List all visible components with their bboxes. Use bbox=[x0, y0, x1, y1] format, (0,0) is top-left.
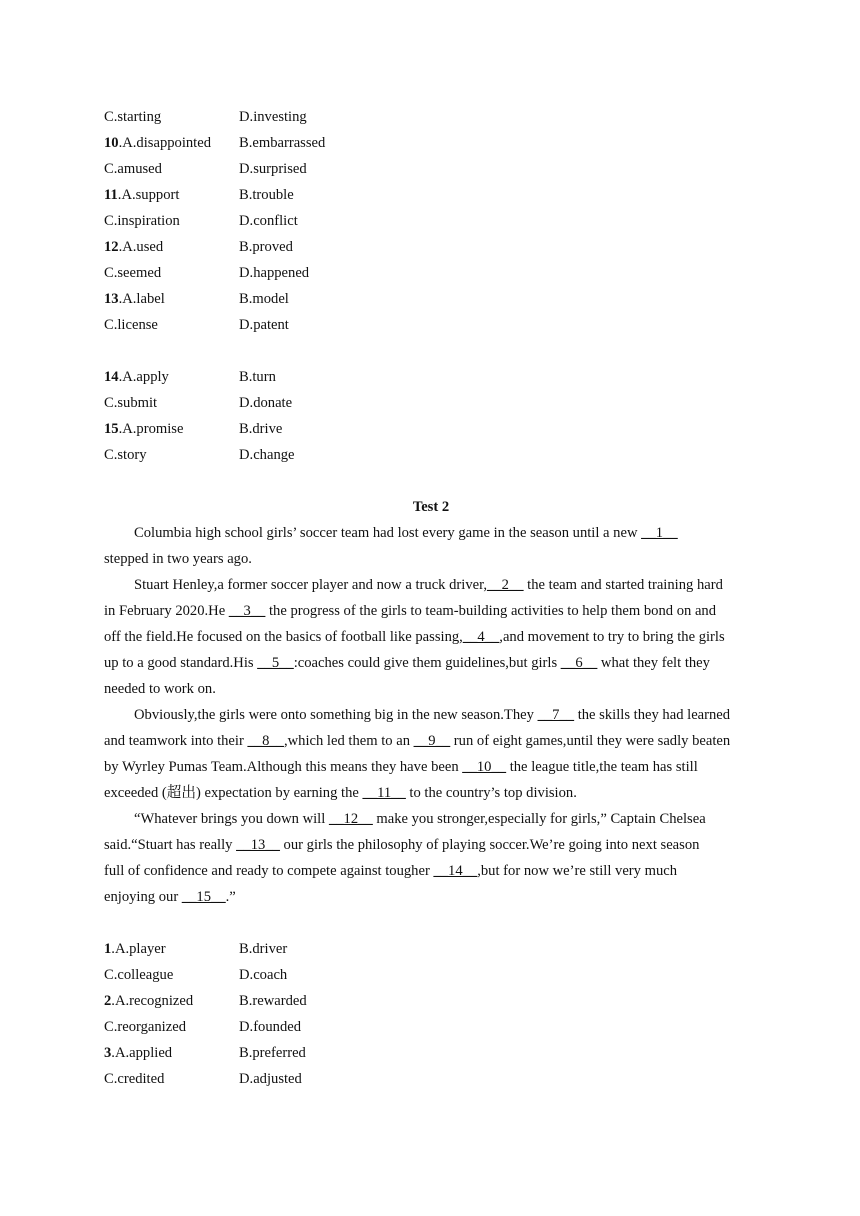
question-number: 1 bbox=[104, 941, 112, 957]
option-row bbox=[104, 1066, 758, 1092]
option-bd: B.preferred bbox=[239, 1045, 306, 1061]
option-row bbox=[104, 416, 758, 442]
option-ac bbox=[104, 390, 239, 416]
option-bd: D.investing bbox=[239, 109, 307, 125]
question-number: 2 bbox=[104, 993, 112, 1009]
option-text: .A.promise bbox=[118, 421, 184, 437]
question-number: 14 bbox=[104, 369, 119, 385]
option-row bbox=[104, 156, 758, 182]
option-text: C.license bbox=[104, 317, 158, 333]
option-text: C.reorganized bbox=[104, 1019, 186, 1035]
passage-text: the team and started training hard in February 2020.He bbox=[104, 577, 723, 619]
options-group-bottom bbox=[104, 936, 758, 1092]
spacer bbox=[104, 910, 758, 936]
option-bd: D.patent bbox=[239, 317, 289, 333]
option-text: C.seemed bbox=[104, 265, 162, 281]
option-row bbox=[104, 1014, 758, 1040]
passage-text: the league title,the team has still exceeded (超出) expectation by earning the bbox=[104, 759, 698, 801]
option-ac bbox=[104, 234, 239, 260]
answer-blank: __12__ bbox=[328, 811, 373, 827]
question-number: 11 bbox=[104, 187, 118, 203]
option-text: C.story bbox=[104, 447, 147, 463]
option-ac bbox=[104, 1066, 239, 1092]
option-row bbox=[104, 390, 758, 416]
option-ac bbox=[104, 1040, 239, 1066]
passage-text: to the country’s top division. bbox=[405, 785, 577, 801]
option-bd: B.model bbox=[239, 291, 289, 307]
options-group-middle bbox=[104, 364, 758, 468]
spacer bbox=[104, 338, 758, 364]
passage bbox=[104, 520, 758, 910]
option-text: C.inspiration bbox=[104, 213, 180, 229]
question-number: 12 bbox=[104, 239, 119, 255]
option-row bbox=[104, 312, 758, 338]
option-ac bbox=[104, 182, 239, 208]
option-bd: B.turn bbox=[239, 369, 276, 385]
option-row bbox=[104, 442, 758, 468]
option-row bbox=[104, 364, 758, 390]
option-row bbox=[104, 988, 758, 1014]
option-row bbox=[104, 208, 758, 234]
option-ac bbox=[104, 364, 239, 390]
option-ac bbox=[104, 260, 239, 286]
passage-paragraph-1 bbox=[104, 520, 758, 572]
option-text: .A.used bbox=[118, 239, 164, 255]
passage-text: make you stronger,especially for girls,” Captain Chelsea said.“Stuart has really bbox=[104, 811, 706, 853]
option-row bbox=[104, 962, 758, 988]
option-text: .A.support bbox=[117, 187, 180, 203]
option-bd: B.trouble bbox=[239, 187, 294, 203]
option-ac bbox=[104, 1014, 239, 1040]
answer-blank: __2__ bbox=[487, 577, 524, 593]
option-row bbox=[104, 182, 758, 208]
option-bd: D.donate bbox=[239, 395, 293, 411]
question-number: 10 bbox=[104, 135, 119, 151]
question-number: 15 bbox=[104, 421, 119, 437]
option-ac bbox=[104, 104, 239, 130]
passage-text: Stuart Henley,a former soccer player and now a truck driver, bbox=[134, 577, 488, 593]
option-bd: D.adjusted bbox=[239, 1071, 302, 1087]
answer-blank: __7__ bbox=[537, 707, 575, 723]
option-ac bbox=[104, 962, 239, 988]
option-ac bbox=[104, 442, 239, 468]
answer-blank: __3__ bbox=[228, 603, 266, 619]
option-text: .A.recognized bbox=[111, 993, 194, 1009]
passage-paragraph-3 bbox=[104, 702, 758, 806]
passage-text: what they felt they needed to work on. bbox=[104, 655, 710, 697]
option-ac bbox=[104, 416, 239, 442]
answer-blank: __15__ bbox=[181, 889, 226, 905]
option-text: C.amused bbox=[104, 161, 162, 177]
answer-blank: __14__ bbox=[433, 863, 478, 879]
option-row bbox=[104, 104, 758, 130]
option-bd: B.proved bbox=[239, 239, 293, 255]
answer-blank: __8__ bbox=[247, 733, 284, 749]
option-text: C.colleague bbox=[104, 967, 174, 983]
option-bd: B.rewarded bbox=[239, 993, 307, 1009]
answer-blank: __11__ bbox=[362, 785, 406, 801]
answer-blank: __13__ bbox=[236, 837, 280, 853]
option-text: .A.label bbox=[118, 291, 165, 307]
answer-blank: __5__ bbox=[257, 655, 294, 671]
option-row bbox=[104, 1040, 758, 1066]
passage-text: Obviously,the girls were onto something big in the new season.They bbox=[134, 707, 538, 723]
option-bd: D.coach bbox=[239, 967, 288, 983]
option-text: C.starting bbox=[104, 109, 162, 125]
passage-text: :coaches could give them guidelines,but girls bbox=[293, 655, 561, 671]
option-bd: D.happened bbox=[239, 265, 310, 281]
option-row bbox=[104, 936, 758, 962]
passage-text: “Whatever brings you down will bbox=[134, 811, 329, 827]
answer-blank: __10__ bbox=[462, 759, 507, 775]
option-text: C.credited bbox=[104, 1071, 165, 1087]
option-bd: B.embarrassed bbox=[239, 135, 326, 151]
passage-text: ,which led them to an bbox=[283, 733, 414, 749]
option-bd: D.conflict bbox=[239, 213, 298, 229]
passage-text: Columbia high school girls’ soccer team had lost every game in the season until a new bbox=[134, 525, 642, 541]
test-title: Test 2 bbox=[412, 499, 450, 515]
option-bd: D.change bbox=[239, 447, 295, 463]
answer-blank: __6__ bbox=[560, 655, 598, 671]
option-row bbox=[104, 286, 758, 312]
option-text: .A.player bbox=[111, 941, 166, 957]
document-page bbox=[104, 104, 758, 1092]
answer-blank: __1__ bbox=[641, 525, 678, 541]
option-row bbox=[104, 234, 758, 260]
passage-paragraph-4 bbox=[104, 806, 758, 910]
option-text: .A.disappointed bbox=[118, 135, 212, 151]
option-bd: B.drive bbox=[239, 421, 283, 437]
option-bd: D.surprised bbox=[239, 161, 307, 177]
passage-text: the skills they had learned and teamwork into their bbox=[104, 707, 731, 749]
passage-text: the progress of the girls to team-building activities to help them bond on and off the field.He focused on the basics of football like passing, bbox=[104, 603, 717, 645]
option-ac bbox=[104, 286, 239, 312]
option-text: .A.apply bbox=[118, 369, 169, 385]
answer-blank: __4__ bbox=[462, 629, 500, 645]
passage-text: our girls the philosophy of playing soccer.We’re going into next season full of confidence and ready to compete against tougher bbox=[104, 837, 700, 879]
spacer bbox=[104, 468, 758, 494]
option-text: .A.applied bbox=[111, 1045, 173, 1061]
answer-blank: __9__ bbox=[413, 733, 451, 749]
question-number: 13 bbox=[104, 291, 119, 307]
question-number: 3 bbox=[104, 1045, 112, 1061]
passage-text: stepped in two years ago. bbox=[104, 551, 252, 567]
passage-text: run of eight games,until they were sadly beaten by Wyrley Pumas Team.Although this means they have been bbox=[104, 733, 731, 775]
passage-text: .” bbox=[225, 889, 236, 905]
option-text: C.submit bbox=[104, 395, 158, 411]
option-ac bbox=[104, 156, 239, 182]
option-row bbox=[104, 260, 758, 286]
option-row bbox=[104, 130, 758, 156]
passage-text: ,and movement to try to bring the girls up to a good standard.His bbox=[104, 629, 725, 671]
options-group-top bbox=[104, 104, 758, 338]
option-ac bbox=[104, 130, 239, 156]
option-ac bbox=[104, 312, 239, 338]
passage-text: ,but for now we’re still very much enjoying our bbox=[104, 863, 678, 905]
passage-paragraph-2 bbox=[104, 572, 758, 702]
option-bd: B.driver bbox=[239, 941, 288, 957]
option-bd: D.founded bbox=[239, 1019, 302, 1035]
option-ac bbox=[104, 208, 239, 234]
option-ac bbox=[104, 988, 239, 1014]
option-ac bbox=[104, 936, 239, 962]
